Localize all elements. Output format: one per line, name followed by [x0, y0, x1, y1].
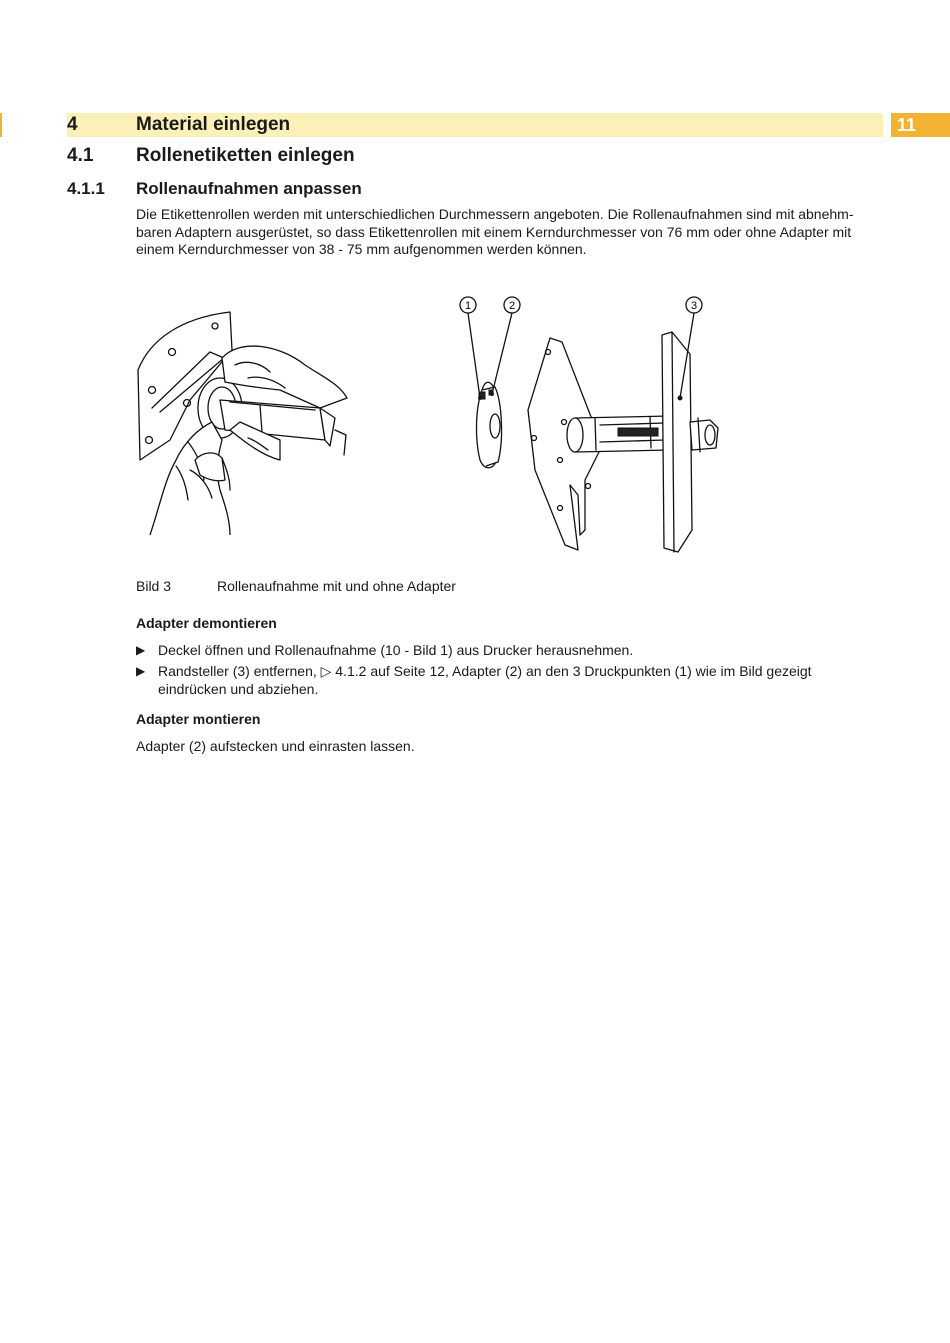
figure-roll-holder — [130, 290, 750, 560]
page-number-tab — [891, 113, 950, 137]
chapter-title: Material einlegen — [136, 114, 291, 135]
intro-paragraph — [136, 206, 876, 259]
chapter-number: 4 — [67, 114, 78, 135]
subsection-title: Rollenaufnahmen anpassen — [136, 179, 362, 198]
intro-line: baren Adaptern ausgerüstet, so dass Etikettenrollen mit einem Kerndurchmesser von 76 mm oder ohne Adapter mit — [136, 223, 852, 240]
intro-line: einem Kerndurchmesser von 38 - 75 mm aufgenommen werden können. — [136, 241, 587, 257]
page-number: 11 — [897, 115, 917, 135]
figure-caption-text: Rollenaufnahme mit und ohne Adapter — [217, 578, 456, 594]
subsection-number: 4.1.1 — [67, 179, 105, 198]
step-line: Randsteller (3) entfernen, ▷ 4.1.2 auf Seite 12, Adapter (2) an den 3 Druckpunkten (1) wie im Bild gezeigt — [158, 663, 812, 679]
step-text — [158, 663, 856, 698]
triangle-right-icon: ▶ — [136, 643, 146, 657]
hands-illustration — [138, 312, 347, 535]
mount-adapter-heading: Adapter montieren — [136, 711, 261, 727]
mount-adapter-text: Adapter (2) aufstecken und einrasten lassen. — [136, 738, 415, 754]
section-title: Rollenetiketten einlegen — [136, 145, 355, 166]
callout-1-label: 1 — [464, 300, 472, 312]
figure-caption-label: Bild 3 — [136, 578, 172, 594]
step-line: Deckel öffnen und Rollenaufnahme (10 - Bild 1) aus Drucker herausnehmen. — [158, 642, 634, 658]
remove-step-2 — [136, 663, 856, 698]
step-line: eindrücken und abziehen. — [158, 680, 319, 697]
roll-holder-illustration — [130, 290, 750, 560]
roll-holder-exploded-view — [460, 297, 718, 552]
triangle-right-icon: ▶ — [136, 664, 146, 678]
step-text — [158, 642, 856, 660]
remove-adapter-heading: Adapter demontieren — [136, 615, 277, 631]
remove-step-1 — [136, 642, 856, 660]
section-number: 4.1 — [67, 145, 94, 166]
intro-line: Die Etikettenrollen werden mit unterschiedlichen Durchmessern angeboten. Die Rollenaufnahmen sind mit abnehm- — [136, 206, 854, 222]
callout-3-label: 3 — [690, 300, 698, 312]
callout-2-label: 2 — [508, 300, 516, 312]
left-edge-marker — [0, 113, 2, 137]
